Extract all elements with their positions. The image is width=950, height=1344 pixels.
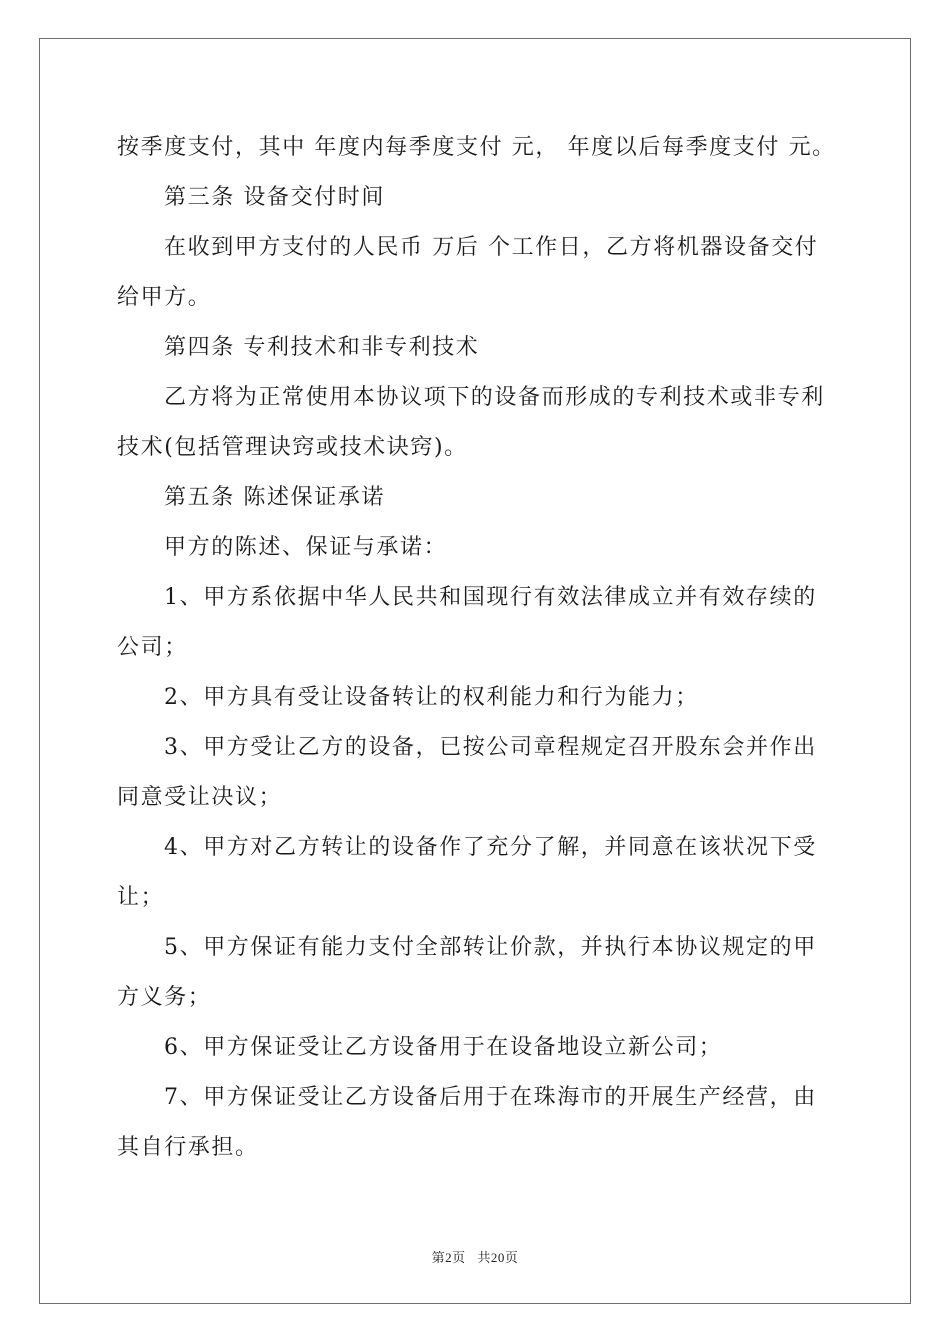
list-item: 2、甲方具有受让设备转让的权利能力和行为能力； bbox=[164, 685, 699, 710]
list-item: 6、甲方保证受让乙方设备用于在设备地设立新公司； bbox=[164, 1035, 723, 1060]
list-item: 3、甲方受让乙方的设备，已按公司章程规定召开股东会并作出同意受让决议； bbox=[117, 735, 817, 810]
paragraph: 乙方将为正常使用本协议项下的设备而形成的专利技术或非专利技术(包括管理诀窍或技术诀窍)。 bbox=[117, 385, 825, 460]
page-footer bbox=[0, 1247, 950, 1266]
list-item: 7、甲方保证受让乙方设备后用于在珠海市的开展生产经营，由其自行承担。 bbox=[117, 1085, 817, 1160]
article-heading: 第三条 设备交付时间 bbox=[164, 185, 385, 210]
article-heading: 第五条 陈述保证承诺 bbox=[164, 485, 385, 510]
list-item: 1、甲方系依据中华人民共和国现行有效法律成立并有效存续的公司； bbox=[117, 585, 817, 660]
paragraph: 在收到甲方支付的人民币 万后 个工作日，乙方将机器设备交付给甲方。 bbox=[117, 235, 819, 310]
list-item: 5、甲方保证有能力支付全部转让价款，并执行本协议规定的甲方义务； bbox=[117, 935, 817, 1010]
page-number: 第2页 bbox=[431, 1250, 466, 1265]
list-item: 4、甲方对乙方转让的设备作了充分了解，并同意在该状况下受让； bbox=[117, 835, 817, 910]
page-total: 共20页 bbox=[477, 1250, 519, 1265]
paragraph: 甲方的陈述、保证与承诺： bbox=[164, 535, 448, 560]
document-body bbox=[117, 123, 837, 1173]
paragraph: 按季度支付，其中 年度内每季度支付 元， 年度以后每季度支付 元。 bbox=[117, 135, 836, 160]
article-heading: 第四条 专利技术和非专利技术 bbox=[164, 335, 480, 360]
